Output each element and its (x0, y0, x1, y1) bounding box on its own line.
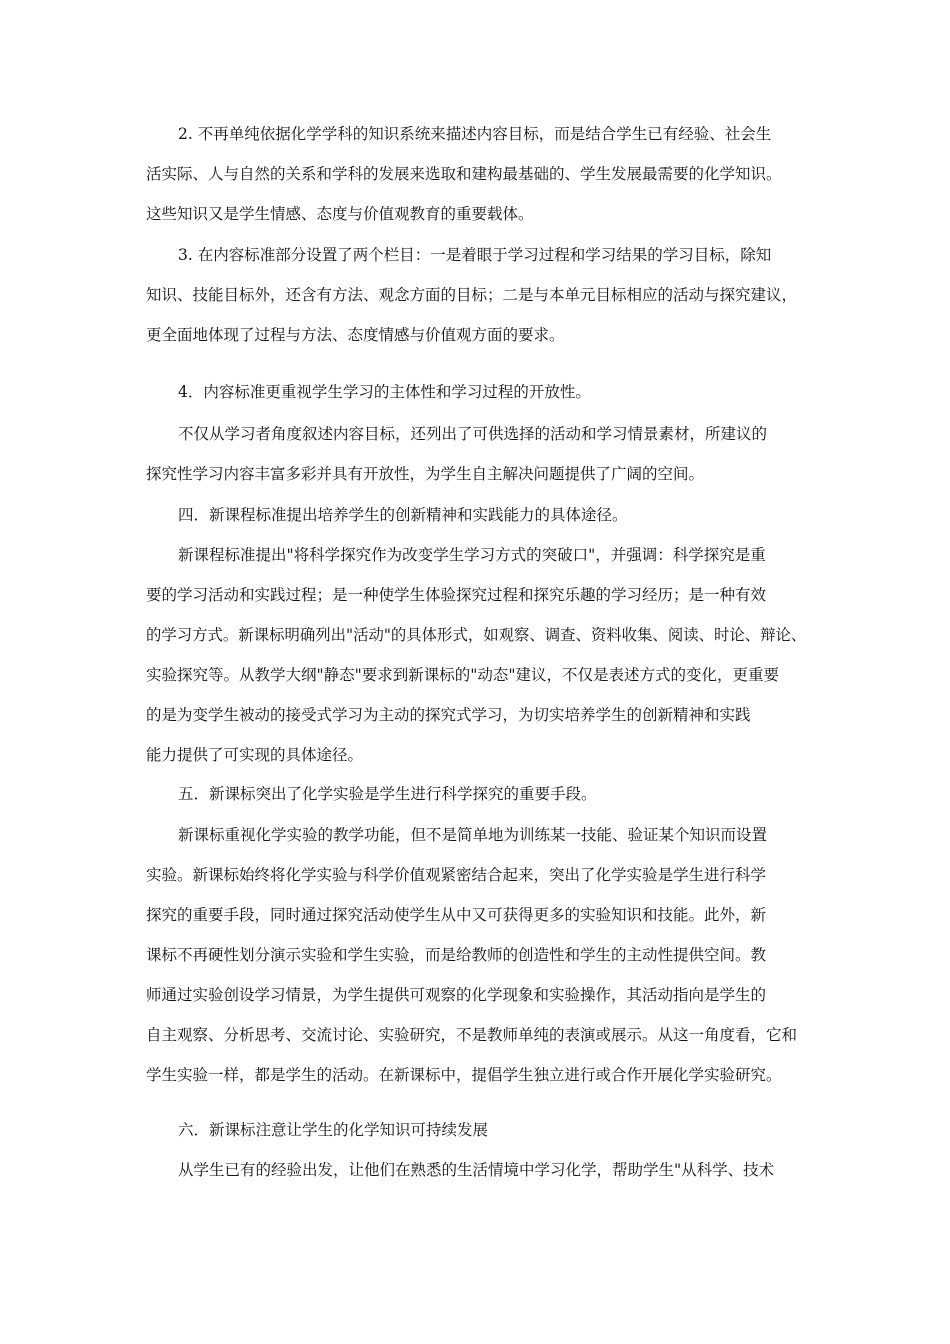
text-line: 的是为变学生被动的接受式学习为主动的探究式学习，为切实培养学生的创新精神和实践 (146, 706, 751, 724)
text-line: 课标不再硬性划分演示实验和学生实验，而是给教师的创造性和学生的主动性提供空间。教 (146, 946, 767, 964)
text-line: 自主观察、分析思考、交流讨论、实验研究，不是教师单纯的表演或展示。从这一角度看，它和 (146, 1026, 798, 1044)
text-line: 学生实验一样，都是学生的活动。在新课标中，提倡学生独立进行或合作开展化学实验研究。 (146, 1066, 782, 1084)
text-line: 师通过实验创设学习情景，为学生提供可观察的化学现象和实验操作，其活动指向是学生的 (146, 986, 767, 1004)
text-line: 的学习方式。新课标明确列出"活动"的具体形式，如观察、调查、资料收集、阅读、时论、辩论、 (146, 626, 807, 644)
text-line: 实验。新课标始终将化学实验与科学价值观紧密结合起来，突出了化学实验是学生进行科学 (146, 866, 767, 884)
text-line: 3. 在内容标准部分设置了两个栏目：一是着眼于学习过程和学习结果的学习目标，除知 (178, 246, 772, 264)
section-heading: 五．新课标突出了化学实验是学生进行科学探究的重要手段。 (178, 785, 597, 803)
text-line: 从学生已有的经验出发，让他们在熟悉的生活情境中学习化学，帮助学生"从科学、技术 (178, 1161, 775, 1179)
text-line: 要的学习活动和实践过程；是一种使学生体验探究过程和探究乐趣的学习经历；是一种有效 (146, 586, 767, 604)
text-line: 不仅从学习者角度叙述内容目标，还列出了可供选择的活动和学习情景素材，所建议的 (178, 425, 768, 443)
section-heading: 四．新课程标准提出培养学生的创新精神和实践能力的具体途径。 (178, 506, 628, 524)
text-line: 知识、技能目标外，还含有方法、观念方面的目标；二是与本单元目标相应的活动与探究建议， (146, 286, 798, 304)
text-line: 活实际、人与自然的关系和学科的发展来选取和建构最基础的、学生发展最需要的化学知识。 (146, 165, 782, 183)
section-heading: 4．内容标准更重视学生学习的主体性和学习过程的开放性。 (178, 383, 591, 401)
text-line: 探究性学习内容丰富多彩并具有开放性，为学生自主解决问题提供了广阔的空间。 (146, 465, 705, 483)
text-line: 更全面地体现了过程与方法、态度情感与价值观方面的要求。 (146, 326, 565, 344)
text-line: 这些知识又是学生情感、态度与价值观教育的重要载体。 (146, 205, 534, 223)
text-line: 探究的重要手段，同时通过探究活动使学生从中又可获得更多的实验知识和技能。此外，新 (146, 906, 767, 924)
text-line: 实验探究等。从教学大纲"静态"要求到新课标的"动态"建议，不仅是表述方式的变化，更重要 (146, 666, 780, 684)
section-heading: 六．新课标注意让学生的化学知识可持续发展 (178, 1121, 489, 1139)
text-line: 新课程标准提出"将科学探究作为改变学生学习方式的突破口"，并强调：科学探究是重 (178, 546, 766, 564)
text-line: 能力提供了可实现的具体途径。 (146, 746, 364, 764)
text-line: 2. 不再单纯依据化学学科的知识系统来描述内容目标，而是结合学生已有经验、社会生 (178, 125, 772, 143)
text-line: 新课标重视化学实验的教学功能，但不是简单地为训练某一技能、验证某个知识而设置 (178, 826, 768, 844)
